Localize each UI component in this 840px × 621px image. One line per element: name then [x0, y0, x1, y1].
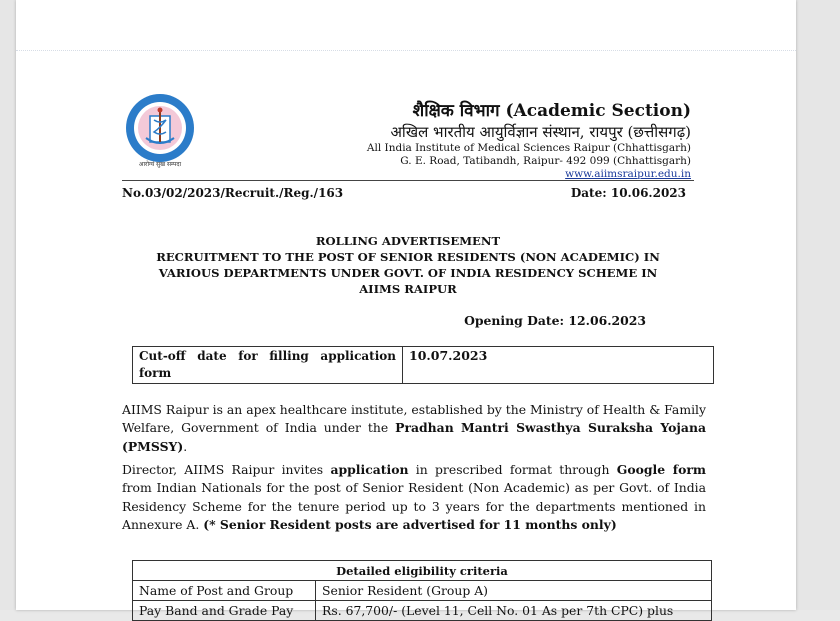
eligibility-heading: Detailed eligibility criteria [133, 561, 712, 581]
intro-text: AIIMS Raipur is an apex healthcare institute, established by the Ministry of Health & Family Welfare, Government of India under the [122, 402, 706, 436]
eligibility-label: Pay Band and Grade Pay [133, 601, 316, 621]
cutoff-table [132, 346, 714, 384]
aiims-logo-icon [124, 92, 196, 164]
table-row [133, 561, 712, 581]
dotted-guide-line [16, 50, 796, 51]
title-line: ROLLING ADVERTISEMENT [315, 234, 501, 248]
eligibility-value: Rs. 67,700/- (Level 11, Cell No. 01 As per 7th CPC) plus [316, 601, 712, 621]
advertisement-title [122, 233, 694, 297]
cutoff-label-line: form [139, 366, 172, 380]
table-row [133, 601, 712, 621]
intro-text-end: . [183, 438, 188, 454]
cutoff-label-line: Cut-off date for filling application [139, 349, 396, 363]
cutoff-value: 10.07.2023 [409, 348, 488, 363]
title-line: RECRUITMENT TO THE POST OF SENIOR RESIDENTS (NON ACADEMIC) IN [156, 250, 660, 264]
invitation-bold-application: application [330, 462, 409, 477]
eligibility-value: Senior Resident (Group A) [316, 581, 712, 601]
institute-address: G. E. Road, Tatibandh, Raipur- 492 099 (Chhattisgarh) [400, 155, 691, 167]
invitation-text: in prescribed format through [408, 462, 617, 477]
institute-name-english: All India Institute of Medical Sciences Raipur (Chhattisgarh) [366, 142, 691, 154]
institute-header [367, 100, 691, 181]
institute-website-link[interactable]: www.aiimsraipur.edu.in [565, 168, 691, 180]
header-divider [122, 180, 694, 181]
document-date: Date: 10.06.2023 [570, 186, 686, 200]
intro-paragraph [122, 401, 706, 456]
eligibility-label: Name of Post and Group [133, 581, 316, 601]
title-line: AIIMS RAIPUR [359, 282, 457, 296]
invitation-bold-google-form: Google form [616, 462, 706, 477]
reference-number: No.03/02/2023/Recruit./Reg./163 [122, 186, 344, 200]
logo-caption: आरोग्यं सुख सम्पदा [138, 161, 182, 168]
scheme-name: Pradhan Mantri Swasthya Suraksha Yojana (PMSSY) [122, 420, 706, 454]
table-row [133, 581, 712, 601]
invitation-paragraph [122, 461, 706, 534]
invitation-text: from Indian Nationals for the post of Senior Resident (Non Academic) as per Govt. of India Residency Scheme for the tenure period up to 3 years for the departments mentioned in Annexure A. [122, 480, 706, 532]
institute-name-hindi: अखिल भारतीय आयुर्विज्ञान संस्थान, रायपुर (छत्तीसगढ़) [390, 123, 691, 141]
title-line: VARIOUS DEPARTMENTS UNDER GOVT. OF INDIA RESIDENCY SCHEME IN [158, 266, 658, 280]
eligibility-table [132, 560, 712, 621]
invitation-text: Director, AIIMS Raipur invites [122, 462, 331, 477]
vertical-scrollbar[interactable] [826, 0, 840, 610]
section-title-hindi: शैक्षिक विभाग (Academic Section) [412, 101, 691, 121]
invitation-bold-note: (* Senior Resident posts are advertised for 11 months only) [203, 516, 617, 532]
cutoff-label [133, 347, 403, 383]
document-page [16, 0, 796, 618]
opening-date: Opening Date: 12.06.2023 [464, 313, 646, 328]
